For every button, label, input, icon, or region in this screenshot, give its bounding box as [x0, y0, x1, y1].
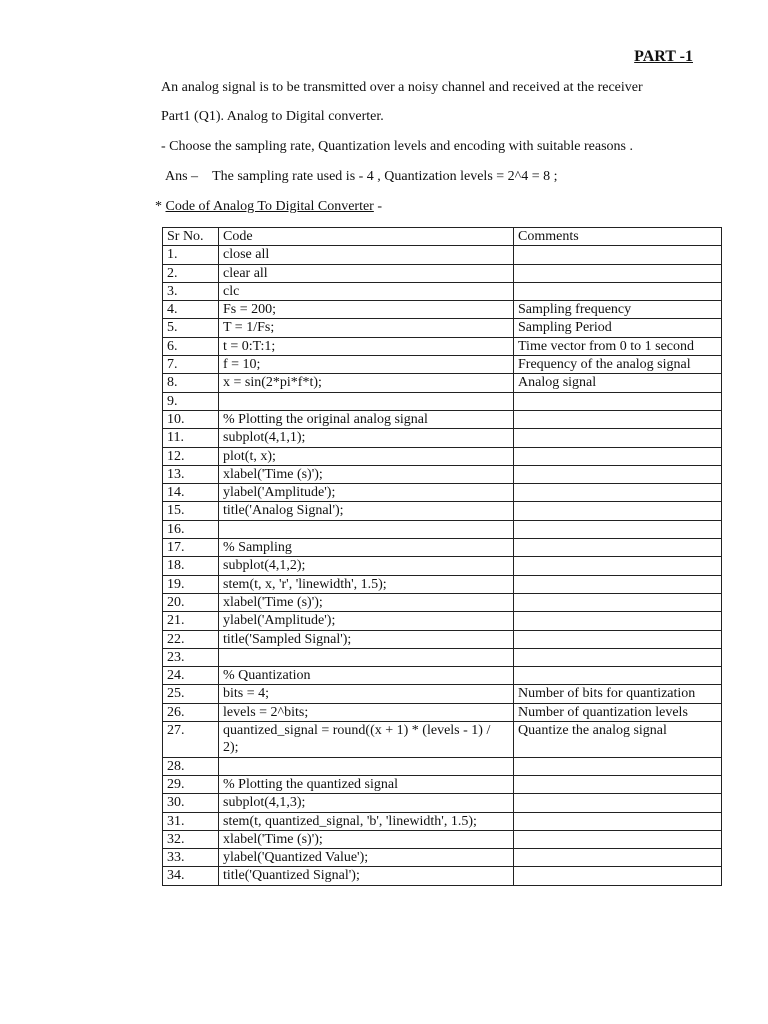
table-row — [163, 612, 722, 630]
table-row — [163, 246, 722, 264]
code-heading-suffix: - — [373, 199, 383, 214]
comment-cell: Analog signal — [514, 374, 722, 392]
comment-cell — [514, 246, 722, 264]
sr-no-cell: 6. — [163, 337, 219, 355]
comment-cell — [514, 465, 722, 483]
comment-cell — [514, 648, 722, 666]
code-table — [162, 227, 722, 886]
code-cell: t = 0:T:1; — [219, 337, 514, 355]
code-cell: clc — [219, 282, 514, 300]
code-cell: quantized_signal = round((x + 1) * (levels - 1) / 2); — [219, 722, 514, 758]
code-cell — [219, 648, 514, 666]
sr-no-cell: 11. — [163, 429, 219, 447]
answer-prefix: Ans – — [165, 169, 199, 184]
sr-no-cell: 4. — [163, 301, 219, 319]
comment-cell — [514, 775, 722, 793]
table-row — [163, 812, 722, 830]
sr-no-cell: 22. — [163, 630, 219, 648]
comment-cell: Sampling frequency — [514, 301, 722, 319]
table-row — [163, 775, 722, 793]
sr-no-cell: 27. — [163, 722, 219, 758]
comment-cell: Quantize the analog signal — [514, 722, 722, 758]
table-row — [163, 648, 722, 666]
comment-cell — [514, 557, 722, 575]
code-heading-prefix: * — [155, 199, 166, 214]
sr-no-cell: 28. — [163, 757, 219, 775]
code-heading — [155, 199, 382, 215]
code-cell: ylabel('Amplitude'); — [219, 612, 514, 630]
code-cell — [219, 392, 514, 410]
comment-cell: Frequency of the analog signal — [514, 356, 722, 374]
sr-no-cell: 15. — [163, 502, 219, 520]
comment-cell — [514, 794, 722, 812]
code-cell: title('Sampled Signal'); — [219, 630, 514, 648]
sr-no-cell: 20. — [163, 593, 219, 611]
table-row — [163, 484, 722, 502]
table-row — [163, 667, 722, 685]
sr-no-cell: 33. — [163, 849, 219, 867]
table-row — [163, 319, 722, 337]
sr-no-cell: 9. — [163, 392, 219, 410]
code-cell — [219, 757, 514, 775]
table-row — [163, 685, 722, 703]
table-row — [163, 757, 722, 775]
comment-cell — [514, 282, 722, 300]
comment-cell — [514, 520, 722, 538]
table-row — [163, 794, 722, 812]
code-cell: f = 10; — [219, 356, 514, 374]
code-cell: Fs = 200; — [219, 301, 514, 319]
code-cell: stem(t, x, 'r', 'linewidth', 1.5); — [219, 575, 514, 593]
sr-no-cell: 30. — [163, 794, 219, 812]
table-row — [163, 539, 722, 557]
sr-no-cell: 12. — [163, 447, 219, 465]
table-row — [163, 410, 722, 428]
comment-cell — [514, 392, 722, 410]
code-cell: subplot(4,1,2); — [219, 557, 514, 575]
comment-cell — [514, 410, 722, 428]
sr-no-cell: 29. — [163, 775, 219, 793]
table-row — [163, 830, 722, 848]
sr-no-cell: 2. — [163, 264, 219, 282]
code-cell: subplot(4,1,1); — [219, 429, 514, 447]
sr-no-cell: 32. — [163, 830, 219, 848]
code-cell: ylabel('Amplitude'); — [219, 484, 514, 502]
sr-no-cell: 17. — [163, 539, 219, 557]
comment-cell — [514, 757, 722, 775]
code-cell: title('Quantized Signal'); — [219, 867, 514, 885]
comment-cell — [514, 612, 722, 630]
comment-cell — [514, 502, 722, 520]
sr-no-cell: 34. — [163, 867, 219, 885]
comment-cell — [514, 447, 722, 465]
sr-no-cell: 7. — [163, 356, 219, 374]
code-cell: xlabel('Time (s)'); — [219, 830, 514, 848]
code-cell — [219, 520, 514, 538]
code-cell: T = 1/Fs; — [219, 319, 514, 337]
code-cell: % Plotting the original analog signal — [219, 410, 514, 428]
code-heading-title: Code of Analog To Digital Converter — [165, 199, 374, 214]
code-cell: bits = 4; — [219, 685, 514, 703]
code-cell: close all — [219, 246, 514, 264]
code-cell: plot(t, x); — [219, 447, 514, 465]
sr-no-cell: 8. — [163, 374, 219, 392]
table-header-row — [163, 228, 722, 246]
comment-cell: Time vector from 0 to 1 second — [514, 337, 722, 355]
answer-paragraph — [165, 169, 558, 185]
comment-cell — [514, 812, 722, 830]
code-cell: clear all — [219, 264, 514, 282]
comment-cell — [514, 849, 722, 867]
code-cell: title('Analog Signal'); — [219, 502, 514, 520]
table-row — [163, 502, 722, 520]
table-row — [163, 557, 722, 575]
sr-no-cell: 10. — [163, 410, 219, 428]
page-heading: PART -1 — [634, 48, 693, 65]
sr-no-cell: 23. — [163, 648, 219, 666]
sr-no-cell: 3. — [163, 282, 219, 300]
task-paragraph: - Choose the sampling rate, Quantization levels and encoding with suitable reasons . — [161, 139, 633, 154]
table-row — [163, 722, 722, 758]
answer-body: The sampling rate used is - 4 , Quantization levels = 2^4 = 8 ; — [212, 169, 558, 184]
comment-cell — [514, 575, 722, 593]
sr-no-cell: 18. — [163, 557, 219, 575]
sr-no-cell: 13. — [163, 465, 219, 483]
sr-no-cell: 25. — [163, 685, 219, 703]
comment-cell — [514, 539, 722, 557]
comment-cell — [514, 667, 722, 685]
table-row — [163, 867, 722, 885]
table-row — [163, 337, 722, 355]
table-row — [163, 447, 722, 465]
comment-cell — [514, 593, 722, 611]
comment-cell: Sampling Period — [514, 319, 722, 337]
sr-no-cell: 14. — [163, 484, 219, 502]
sr-no-cell: 21. — [163, 612, 219, 630]
sr-no-cell: 16. — [163, 520, 219, 538]
header-comments: Comments — [514, 228, 722, 246]
table-row — [163, 465, 722, 483]
intro-paragraph: An analog signal is to be transmitted over a noisy channel and received at the receiver — [161, 80, 643, 95]
table-row — [163, 282, 722, 300]
table-row — [163, 356, 722, 374]
comment-cell — [514, 484, 722, 502]
table-row — [163, 301, 722, 319]
comment-cell — [514, 867, 722, 885]
header-sr-no: Sr No. — [163, 228, 219, 246]
table-body — [163, 246, 722, 885]
code-cell: stem(t, quantized_signal, 'b', 'linewidth', 1.5); — [219, 812, 514, 830]
code-cell: xlabel('Time (s)'); — [219, 465, 514, 483]
sr-no-cell: 26. — [163, 703, 219, 721]
table-row — [163, 429, 722, 447]
table-row — [163, 593, 722, 611]
comment-cell — [514, 264, 722, 282]
comment-cell: Number of quantization levels — [514, 703, 722, 721]
code-cell: % Sampling — [219, 539, 514, 557]
comment-cell: Number of bits for quantization — [514, 685, 722, 703]
comment-cell — [514, 429, 722, 447]
table-row — [163, 575, 722, 593]
table-row — [163, 264, 722, 282]
sr-no-cell: 31. — [163, 812, 219, 830]
sr-no-cell: 19. — [163, 575, 219, 593]
table-row — [163, 392, 722, 410]
header-code: Code — [219, 228, 514, 246]
sr-no-cell: 1. — [163, 246, 219, 264]
code-cell: % Plotting the quantized signal — [219, 775, 514, 793]
table-row — [163, 703, 722, 721]
sr-no-cell: 24. — [163, 667, 219, 685]
comment-cell — [514, 630, 722, 648]
comment-cell — [514, 830, 722, 848]
table-row — [163, 374, 722, 392]
table-row — [163, 849, 722, 867]
code-cell: xlabel('Time (s)'); — [219, 593, 514, 611]
part1-paragraph: Part1 (Q1). Analog to Digital converter. — [161, 109, 384, 124]
code-cell: levels = 2^bits; — [219, 703, 514, 721]
table-row — [163, 520, 722, 538]
code-cell: x = sin(2*pi*f*t); — [219, 374, 514, 392]
code-cell: subplot(4,1,3); — [219, 794, 514, 812]
code-cell: % Quantization — [219, 667, 514, 685]
code-cell: ylabel('Quantized Value'); — [219, 849, 514, 867]
table-row — [163, 630, 722, 648]
sr-no-cell: 5. — [163, 319, 219, 337]
